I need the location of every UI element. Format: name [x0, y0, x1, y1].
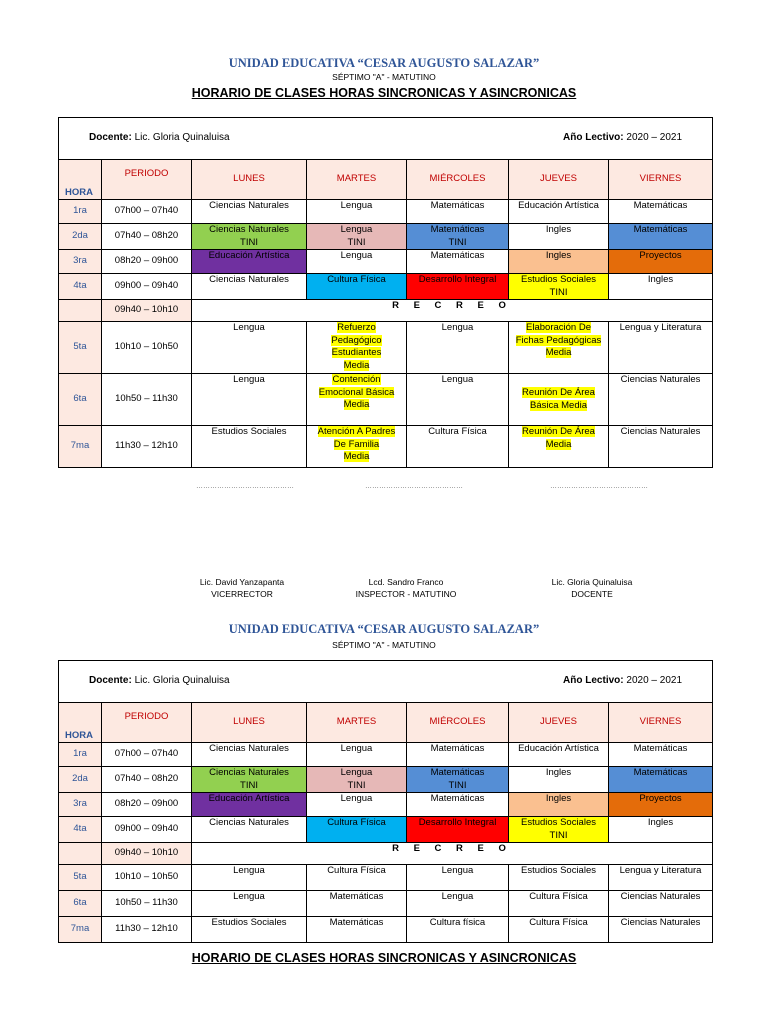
anio-value: 2020 – 2021 — [626, 132, 683, 144]
subject-text: Lengua — [441, 374, 474, 385]
hora-header: HORA — [59, 160, 102, 200]
subject-cell — [407, 917, 509, 943]
subject-text: Ciencias Naturales — [620, 426, 701, 437]
subject-cell — [307, 200, 407, 224]
subject-cell — [509, 322, 609, 374]
subject-text: Matemáticas — [430, 793, 485, 804]
school-title-2: UNIDAD EDUCATIVA “CESAR AUGUSTO SALAZAR” — [228, 622, 540, 636]
period-row — [59, 274, 713, 300]
subject-cell — [192, 250, 307, 274]
info-row — [59, 661, 713, 703]
signature-line: …………………………………… — [550, 483, 648, 490]
subject-text: Media — [343, 399, 370, 410]
day-header-miercoles: MIÉRCOLES — [407, 160, 509, 200]
period-row — [59, 426, 713, 468]
subject-cell — [407, 817, 509, 843]
subject-text: Ingles — [545, 250, 572, 261]
period-row — [59, 250, 713, 274]
periodo-header: PERIODO — [102, 160, 192, 200]
recreo-hora-cell — [59, 843, 102, 865]
signature-role: VICERRECTOR — [211, 589, 273, 599]
subject-text: TINI — [549, 286, 568, 298]
subject-text: Matemáticas — [430, 767, 485, 778]
subject-text: Cultura Física — [529, 891, 588, 902]
periodo-cell: 10h10 – 10h50 — [102, 322, 192, 374]
period-row — [59, 917, 713, 943]
hora-cell: 2da — [59, 767, 102, 793]
subject-cell — [192, 274, 307, 300]
subject-cell — [407, 374, 509, 426]
signature-vicerrector — [152, 576, 332, 600]
signature-name: Lcd. Sandro Franco — [368, 577, 444, 587]
subject-cell — [307, 250, 407, 274]
docente-name: Lic. Gloria Quinaluisa — [134, 675, 230, 687]
subject-cell — [509, 224, 609, 250]
subject-text: Lengua — [441, 865, 474, 876]
subject-text: Media — [545, 438, 572, 450]
subject-text: Lengua y Literatura — [619, 865, 702, 876]
subject-text: Lengua — [340, 793, 373, 804]
subject-cell — [407, 200, 509, 224]
periodo-cell: 10h10 – 10h50 — [102, 865, 192, 891]
subject-cell — [307, 917, 407, 943]
subject-text: Ingles — [647, 274, 674, 285]
subject-text: TINI — [347, 779, 366, 791]
subject-text: Básica Media — [529, 399, 588, 411]
periodo-cell: 11h30 – 12h10 — [102, 917, 192, 943]
subject-cell — [307, 274, 407, 300]
subject-cell — [609, 322, 713, 374]
header-row — [59, 703, 713, 743]
subject-cell — [307, 743, 407, 767]
subject-cell — [192, 322, 307, 374]
schedule-title-2: HORARIO DE CLASES HORAS SINCRONICAS Y ASINCRONICAS — [191, 951, 577, 965]
subject-cell — [509, 865, 609, 891]
subject-text: Fichas Pedagógicas — [515, 334, 602, 346]
subject-text: Ingles — [647, 817, 674, 828]
subject-text: Lengua — [340, 200, 373, 211]
subject-text: Lengua — [441, 891, 474, 902]
subject-text: Cultura Física — [428, 426, 487, 437]
subject-cell — [307, 426, 407, 468]
subject-text: Elaboración De — [526, 322, 591, 333]
subject-text: Reunión De Área — [522, 426, 595, 437]
subject-text: Reunión De Área — [522, 387, 595, 398]
recreo-row — [59, 843, 713, 865]
header-row — [59, 160, 713, 200]
period-row — [59, 865, 713, 891]
hora-cell: 4ta — [59, 817, 102, 843]
period-row — [59, 743, 713, 767]
subject-text: Ciencias Naturales — [209, 274, 289, 285]
signature-role: INSPECTOR - MATUTINO — [355, 589, 457, 599]
subject-cell — [609, 917, 713, 943]
subject-cell — [609, 426, 713, 468]
schedule-table — [58, 117, 713, 468]
subject-cell — [609, 891, 713, 917]
subject-cell — [609, 793, 713, 817]
subject-text: Media — [545, 347, 572, 358]
subject-cell — [307, 817, 407, 843]
subject-text: Estudiantes — [331, 347, 382, 358]
subject-text: Pedagógico — [331, 334, 382, 346]
day-header-viernes: VIERNES — [609, 160, 713, 200]
subject-cell — [192, 767, 307, 793]
hora-cell: 3ra — [59, 793, 102, 817]
subject-cell — [509, 743, 609, 767]
subject-text: Ciencias Naturales — [209, 817, 289, 828]
periodo-cell: 07h40 – 08h20 — [102, 224, 192, 250]
subject-cell — [509, 917, 609, 943]
subject-cell — [192, 793, 307, 817]
subject-text: Cultura Física — [327, 817, 386, 828]
periodo-header: PERIODO — [102, 703, 192, 743]
subject-text: Ingles — [545, 767, 572, 778]
period-row — [59, 891, 713, 917]
subject-cell — [192, 743, 307, 767]
hora-cell: 3ra — [59, 250, 102, 274]
hora-cell: 7ma — [59, 917, 102, 943]
school-title: UNIDAD EDUCATIVA “CESAR AUGUSTO SALAZAR” — [228, 56, 540, 70]
hora-header: HORA — [59, 703, 102, 743]
hora-cell: 6ta — [59, 374, 102, 426]
hora-cell: 1ra — [59, 200, 102, 224]
signature-name: Lic. David Yanzapanta — [199, 577, 285, 587]
subject-text: Lengua — [233, 322, 265, 333]
subject-text: Ciencias Naturales — [620, 891, 701, 902]
subject-cell — [192, 200, 307, 224]
day-header-martes: MARTES — [307, 703, 407, 743]
subject-cell — [509, 891, 609, 917]
subject-text: Educación Artística — [208, 793, 290, 804]
subject-text: Lengua — [340, 250, 373, 261]
subject-text: TINI — [240, 236, 258, 248]
period-row — [59, 322, 713, 374]
signature-line: …………………………………… — [196, 483, 294, 490]
subject-text: Cultura Física — [529, 917, 588, 928]
subject-cell — [509, 767, 609, 793]
periodo-cell: 10h50 – 11h30 — [102, 891, 192, 917]
subject-text: Ciencias Naturales — [209, 743, 289, 754]
hora-cell: 6ta — [59, 891, 102, 917]
subject-text: Educación Artística — [518, 200, 599, 211]
subject-cell — [509, 200, 609, 224]
day-header-lunes: LUNES — [192, 160, 307, 200]
subject-text: Matemáticas — [430, 250, 485, 261]
subject-cell — [192, 224, 307, 250]
subject-cell — [609, 200, 713, 224]
subject-text: Ciencias Naturales — [209, 224, 289, 235]
docente-label: Docente: — [89, 132, 132, 144]
subject-text: Lengua — [340, 767, 373, 778]
subject-text: Estudios Sociales — [521, 817, 596, 828]
period-row — [59, 793, 713, 817]
subject-cell — [307, 374, 407, 426]
docente-name: Lic. Gloria Quinaluisa — [134, 132, 230, 144]
anio-value: 2020 – 2021 — [626, 675, 683, 687]
subject-text: Educación Artística — [518, 743, 599, 754]
subject-text: TINI — [549, 829, 568, 841]
subject-text: Educación Artística — [208, 250, 290, 261]
period-row — [59, 374, 713, 426]
subject-cell — [609, 865, 713, 891]
subject-text: Ingles — [545, 793, 572, 804]
signature-inspector — [316, 576, 496, 600]
subject-text: Desarrollo Integral — [418, 817, 497, 828]
subject-text: Ciencias Naturales — [209, 200, 289, 211]
hora-cell: 4ta — [59, 274, 102, 300]
subject-text: Estudios Sociales — [211, 917, 287, 928]
schedule-title: HORARIO DE CLASES HORAS SINCRONICAS Y ASINCRONICAS — [191, 86, 577, 100]
subject-cell — [609, 374, 713, 426]
subject-text: Estudios Sociales — [211, 426, 287, 437]
subject-cell — [609, 274, 713, 300]
day-header-jueves: JUEVES — [509, 160, 609, 200]
recreo-row — [59, 300, 713, 322]
recreo-periodo: 09h40 – 10h10 — [102, 843, 192, 865]
day-header-miercoles: MIÉRCOLES — [407, 703, 509, 743]
period-row — [59, 224, 713, 250]
subject-cell — [407, 250, 509, 274]
subject-text: Ingles — [545, 224, 572, 235]
subject-cell — [407, 891, 509, 917]
subject-text: Matemáticas — [430, 224, 485, 235]
subject-cell — [192, 891, 307, 917]
subject-cell — [609, 250, 713, 274]
subject-text: TINI — [240, 779, 258, 791]
subject-cell — [509, 250, 609, 274]
subject-text: TINI — [448, 236, 467, 248]
subject-cell — [307, 891, 407, 917]
recreo-label: R E C R E O — [192, 300, 713, 322]
subject-text: Matemáticas — [633, 200, 688, 211]
subject-text: Matemáticas — [430, 743, 485, 754]
hora-cell: 7ma — [59, 426, 102, 468]
subject-cell — [407, 743, 509, 767]
subject-text: Estudios Sociales — [521, 865, 596, 876]
hora-cell: 5ta — [59, 865, 102, 891]
subject-text: Matemáticas — [633, 224, 688, 235]
subject-cell — [307, 865, 407, 891]
subject-text: Refuerzo — [337, 322, 376, 333]
subject-text: Ciencias Naturales — [209, 767, 289, 778]
subject-cell — [407, 274, 509, 300]
subject-cell — [609, 224, 713, 250]
subject-text: Matemáticas — [633, 767, 688, 778]
subject-text: Media — [343, 359, 370, 371]
subject-cell — [509, 817, 609, 843]
subject-text: Ciencias Naturales — [620, 917, 701, 928]
subject-text: Lengua — [233, 891, 265, 902]
subject-text: Lengua — [441, 322, 474, 333]
subject-cell — [407, 322, 509, 374]
subject-text: Cultura Física — [327, 274, 386, 285]
periodo-cell: 08h20 – 09h00 — [102, 793, 192, 817]
subject-text: Lengua — [233, 374, 265, 385]
subject-text: Matemáticas — [633, 743, 688, 754]
subject-cell — [609, 817, 713, 843]
period-row — [59, 767, 713, 793]
recreo-periodo: 09h40 – 10h10 — [102, 300, 192, 322]
period-row — [59, 817, 713, 843]
subject-cell — [192, 865, 307, 891]
subject-cell — [307, 224, 407, 250]
periodo-cell: 08h20 – 09h00 — [102, 250, 192, 274]
hora-cell: 5ta — [59, 322, 102, 374]
subject-cell — [509, 426, 609, 468]
recreo-label: R E C R E O — [192, 843, 713, 865]
signature-line: …………………………………… — [365, 483, 463, 490]
subject-text: Cultura física — [429, 917, 486, 928]
signature-name: Lic. Gloria Quinaluisa — [551, 577, 633, 587]
subject-cell — [407, 793, 509, 817]
periodo-cell: 11h30 – 12h10 — [102, 426, 192, 468]
subject-text: Ciencias Naturales — [620, 374, 701, 385]
subject-text: De Familia — [333, 438, 380, 450]
periodo-cell: 10h50 – 11h30 — [102, 374, 192, 426]
subject-text: Contención — [332, 374, 381, 385]
recreo-hora-cell — [59, 300, 102, 322]
subject-text: Lengua — [340, 224, 373, 235]
subject-cell — [609, 767, 713, 793]
grade-subtitle: SÉPTIMO "A" - MATUTINO — [332, 72, 436, 82]
period-row — [59, 200, 713, 224]
subject-text: Proyectos — [639, 250, 682, 261]
anio-label: Año Lectivo: — [563, 675, 624, 687]
subject-cell — [609, 743, 713, 767]
subject-cell — [509, 274, 609, 300]
day-header-martes: MARTES — [307, 160, 407, 200]
periodo-cell: 07h00 – 07h40 — [102, 743, 192, 767]
subject-text: Matemáticas — [430, 200, 485, 211]
subject-cell — [307, 767, 407, 793]
periodo-cell: 07h40 – 08h20 — [102, 767, 192, 793]
subject-text: Lengua — [233, 865, 265, 876]
subject-cell — [192, 374, 307, 426]
subject-text: Proyectos — [639, 793, 682, 804]
subject-text: Media — [343, 451, 370, 462]
info-row — [59, 118, 713, 160]
subject-cell — [509, 374, 609, 426]
subject-text: Cultura Física — [327, 865, 386, 876]
signature-docente — [502, 576, 682, 600]
subject-text: Lengua y Literatura — [619, 322, 702, 333]
periodo-cell: 09h00 – 09h40 — [102, 817, 192, 843]
subject-cell — [192, 817, 307, 843]
signature-role: DOCENTE — [571, 589, 613, 599]
subject-cell — [192, 917, 307, 943]
subject-text: Matemáticas — [329, 917, 384, 928]
subject-text: Lengua — [340, 743, 373, 754]
subject-text: Matemáticas — [329, 891, 384, 902]
subject-text: Emocional Básica — [318, 386, 395, 398]
subject-cell — [407, 426, 509, 468]
subject-cell — [307, 793, 407, 817]
subject-cell — [407, 224, 509, 250]
hora-cell: 1ra — [59, 743, 102, 767]
subject-text: Desarrollo Integral — [418, 274, 497, 285]
day-header-jueves: JUEVES — [509, 703, 609, 743]
subject-text: TINI — [347, 236, 366, 248]
periodo-cell: 07h00 – 07h40 — [102, 200, 192, 224]
subject-text: Estudios Sociales — [521, 274, 596, 285]
docente-label: Docente: — [89, 675, 132, 687]
subject-text: Atención A Padres — [317, 426, 396, 437]
subject-cell — [509, 793, 609, 817]
schedule-table-2 — [58, 660, 713, 943]
anio-label: Año Lectivo: — [563, 132, 624, 144]
day-header-viernes: VIERNES — [609, 703, 713, 743]
periodo-cell: 09h00 – 09h40 — [102, 274, 192, 300]
subject-cell — [192, 426, 307, 468]
subject-text: TINI — [448, 779, 467, 791]
subject-cell — [407, 865, 509, 891]
subject-cell — [307, 322, 407, 374]
day-header-lunes: LUNES — [192, 703, 307, 743]
hora-cell: 2da — [59, 224, 102, 250]
grade-subtitle-2: SÉPTIMO "A" - MATUTINO — [332, 640, 436, 650]
subject-cell — [407, 767, 509, 793]
